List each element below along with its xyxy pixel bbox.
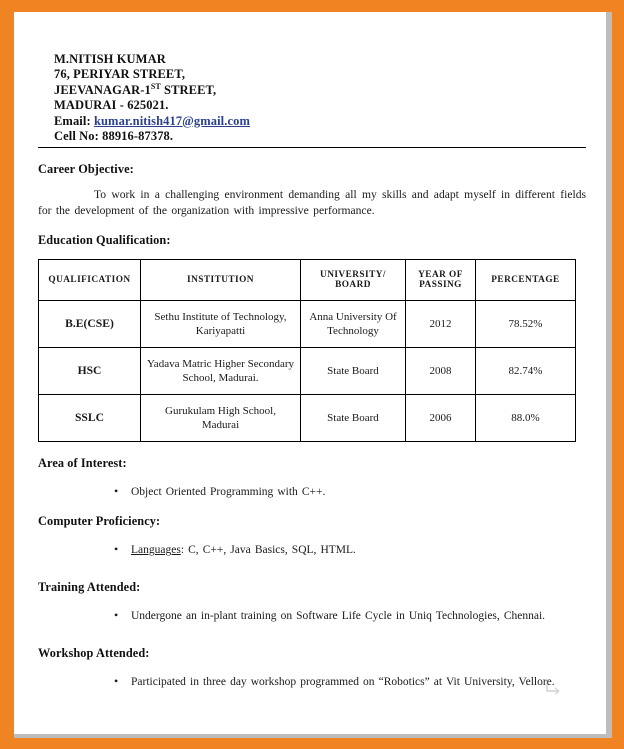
- workshop-attended-list: [38, 674, 586, 690]
- cell-university: State Board: [301, 395, 406, 442]
- column-header-institution: INSTITUTION: [141, 260, 301, 301]
- table-row: [39, 395, 576, 442]
- cell-qualification: HSC: [39, 348, 141, 395]
- career-objective-heading: Career Objective:: [38, 162, 134, 177]
- cell-percentage: 78.52%: [476, 301, 576, 348]
- column-header-qualification: QUALIFICATION: [39, 260, 141, 301]
- computer-proficiency-list: [38, 542, 586, 558]
- address-line-2-prefix: JEEVANAGAR-1: [54, 82, 151, 97]
- text-cursor-icon: [544, 680, 562, 696]
- phone-label: Cell No:: [54, 129, 99, 144]
- cell-qualification: SSLC: [39, 395, 141, 442]
- cell-institution: Sethu Institute of Technology, Kariyapatti: [141, 301, 301, 348]
- resume-content: [38, 52, 586, 690]
- candidate-name: M.NITISH KUMAR: [54, 52, 166, 66]
- column-header-year: YEAR OF PASSING: [406, 260, 476, 301]
- languages-value: : C, C++, Java Basics, SQL, HTML.: [180, 544, 356, 557]
- cell-institution: Gurukulam High School, Madurai: [141, 395, 301, 442]
- area-of-interest-heading: Area of Interest:: [38, 456, 127, 471]
- training-attended-heading: Training Attended:: [38, 580, 141, 595]
- career-objective-body: To work in a challenging environment demanding all my skills and adapt myself in different fields for the development of the organization with impressive performance.: [38, 188, 586, 218]
- table-row: [39, 348, 576, 395]
- languages-label: Languages: [131, 544, 181, 557]
- education-table: [38, 259, 576, 442]
- address-line-2-suffix: STREET,: [160, 82, 217, 97]
- header-divider: [38, 147, 586, 148]
- list-item: • Participated in three day workshop programmed on “Robotics” at Vit University, Vellore.: [38, 674, 586, 690]
- list-item: • Undergone an in-plant training on Software Life Cycle in Uniq Technologies, Chennai.: [38, 608, 586, 624]
- column-header-university: UNIVERSITY/ BOARD: [301, 260, 406, 301]
- table-row: [39, 301, 576, 348]
- address-line-1: 76, PERIYAR STREET,: [54, 67, 186, 82]
- email-label: Email:: [54, 113, 91, 128]
- computer-proficiency-heading: Computer Proficiency:: [38, 514, 161, 529]
- cell-institution: Yadava Matric Higher Secondary School, Madurai.: [141, 348, 301, 395]
- contact-header: [38, 52, 586, 144]
- education-heading: Education Qualification:: [38, 233, 171, 248]
- phone-number: 88916-87378.: [102, 129, 174, 144]
- training-attended-list: [38, 608, 586, 624]
- cell-year: 2012: [406, 301, 476, 348]
- column-header-percentage: PERCENTAGE: [476, 260, 576, 301]
- cell-percentage: 88.0%: [476, 395, 576, 442]
- city-pincode: MADURAI - 625021.: [54, 98, 169, 113]
- career-objective-text: [38, 187, 586, 219]
- cell-university: State Board: [301, 348, 406, 395]
- workshop-attended-heading: Workshop Attended:: [38, 646, 150, 661]
- cell-year: 2008: [406, 348, 476, 395]
- phone-row: [54, 129, 586, 144]
- list-item: • Object Oriented Programming with C++.: [38, 484, 586, 500]
- address-line-2: [54, 83, 586, 98]
- email-link[interactable]: kumar.nitish417@gmail.com: [93, 113, 250, 128]
- area-of-interest-list: [38, 484, 586, 500]
- email-row: [54, 114, 586, 129]
- cell-university: Anna University Of Technology: [301, 301, 406, 348]
- table-header-row: [39, 260, 576, 301]
- address-ordinal-suffix: ST: [150, 81, 161, 91]
- list-item: [38, 542, 586, 558]
- cell-percentage: 82.74%: [476, 348, 576, 395]
- cell-year: 2006: [406, 395, 476, 442]
- resume-page: [14, 12, 606, 734]
- cell-qualification: B.E(CSE): [39, 301, 141, 348]
